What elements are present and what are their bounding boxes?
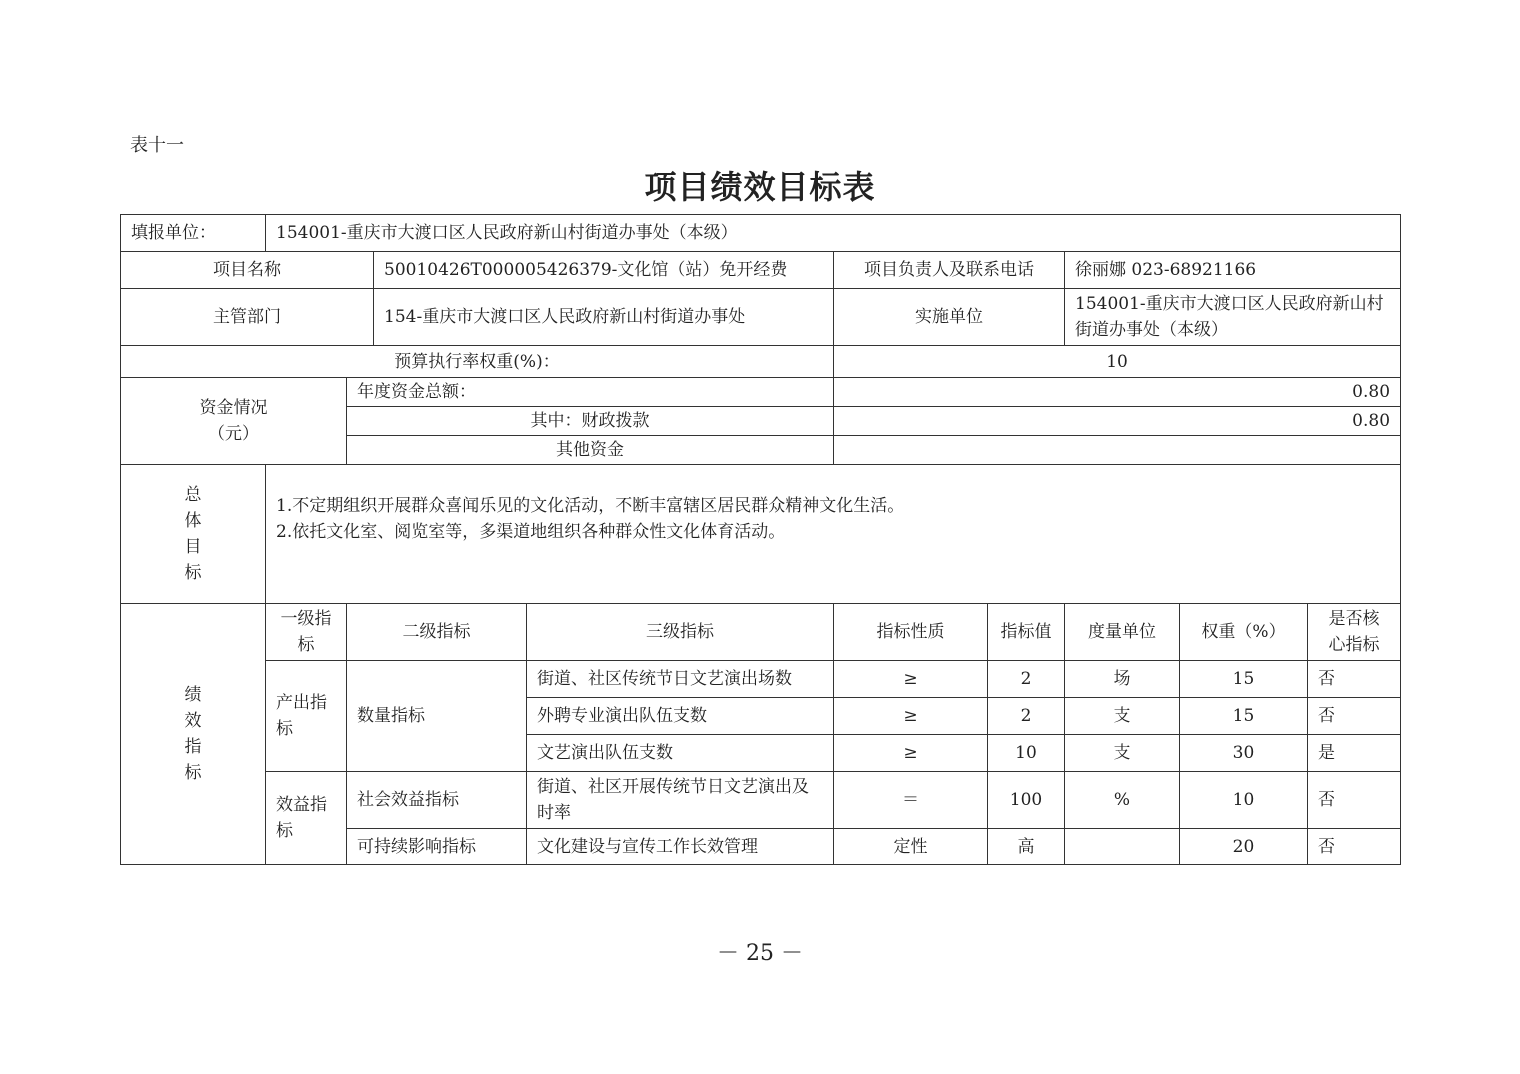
project-name-label: 项目名称	[121, 252, 374, 289]
goal-line: 1.不定期组织开展群众喜闻乐见的文化活动，不断丰富辖区居民群众精神文化生活。	[276, 496, 905, 516]
level2-sustain: 可持续影响指标	[347, 829, 527, 865]
overall-goal-row	[121, 465, 1401, 604]
core-cell: 否	[1308, 772, 1401, 829]
level3-cell: 街道、社区传统节日文艺演出场数	[527, 661, 834, 698]
project-row	[121, 252, 1401, 289]
unit-label: 填报单位：	[121, 215, 266, 252]
level2-quantity: 数量指标	[347, 661, 527, 772]
header-level3: 三级指标	[527, 604, 834, 661]
unit-cell: 支	[1065, 735, 1180, 772]
unit-cell: 场	[1065, 661, 1180, 698]
page-number: － 25 －	[717, 941, 803, 966]
contact-value: 徐丽娜 023-68921166	[1065, 252, 1401, 289]
value-cell: 高	[988, 829, 1065, 865]
indicators-label	[121, 604, 266, 865]
header-weight: 权重（%）	[1180, 604, 1308, 661]
weight-cell: 10	[1180, 772, 1308, 829]
unit-cell	[1065, 829, 1180, 865]
level3-cell: 文化建设与宣传工作长效管理	[527, 829, 834, 865]
nature-cell: 定性	[834, 829, 988, 865]
goal-label-char: 标	[184, 563, 202, 583]
contact-label: 项目负责人及联系电话	[834, 252, 1065, 289]
funds-total-value: 0.80	[834, 378, 1401, 407]
goal-label-char: 体	[184, 511, 202, 531]
budget-weight-label: 预算执行率权重(%)：	[121, 346, 834, 378]
budget-weight-value: 10	[834, 346, 1401, 378]
goal-label-char: 目	[184, 537, 202, 557]
funds-other-label: 其他资金	[347, 436, 834, 465]
funds-fiscal-value: 0.80	[834, 407, 1401, 436]
value-cell: 100	[988, 772, 1065, 829]
nature-cell: ≥	[834, 661, 988, 698]
value-cell: 2	[988, 698, 1065, 735]
header-nature: 指标性质	[834, 604, 988, 661]
header-unit: 度量单位	[1065, 604, 1180, 661]
department-row	[121, 289, 1401, 346]
core-cell: 否	[1308, 829, 1401, 865]
goal-label-char: 总	[184, 485, 202, 505]
header-value: 指标值	[988, 604, 1065, 661]
budget-weight-row	[121, 346, 1401, 378]
funds-label-line2: （元）	[208, 424, 259, 444]
impl-label: 实施单位	[834, 289, 1065, 346]
weight-cell: 20	[1180, 829, 1308, 865]
nature-cell: ＝	[834, 772, 988, 829]
funds-label-line1: 资金情况	[199, 398, 268, 418]
indicator-header-row	[121, 604, 1401, 661]
document-title: 项目绩效目标表	[644, 168, 876, 206]
unit-cell: 支	[1065, 698, 1180, 735]
level1-benefit: 效益指标	[266, 772, 347, 865]
unit-row	[121, 215, 1401, 252]
funds-fiscal-label: 其中：财政拨款	[347, 407, 834, 436]
level3-cell: 街道、社区开展传统节日文艺演出及时率	[527, 772, 834, 829]
weight-cell: 30	[1180, 735, 1308, 772]
nature-cell: ≥	[834, 698, 988, 735]
core-cell: 否	[1308, 661, 1401, 698]
dept-value: 154-重庆市大渡口区人民政府新山村街道办事处	[374, 289, 834, 346]
weight-cell: 15	[1180, 698, 1308, 735]
unit-cell: %	[1065, 772, 1180, 829]
level1-output: 产出指标	[266, 661, 347, 772]
value-cell: 10	[988, 735, 1065, 772]
overall-goal-text	[266, 465, 1401, 604]
header-level2: 二级指标	[347, 604, 527, 661]
header-core	[1308, 604, 1401, 661]
level3-cell: 文艺演出队伍支数	[527, 735, 834, 772]
goal-line: 2.依托文化室、阅览室等，多渠道地组织各种群众性文化体育活动。	[276, 522, 786, 542]
indicators-label-char: 效	[184, 711, 202, 731]
level2-social: 社会效益指标	[347, 772, 527, 829]
core-cell: 否	[1308, 698, 1401, 735]
funds-total-label: 年度资金总额：	[347, 378, 834, 407]
header-core-line2: 心指标	[1328, 635, 1380, 655]
overall-goal-label	[121, 465, 266, 604]
project-name-value: 50010426T000005426379-文化馆（站）免开经费	[374, 252, 834, 289]
funds-total-row	[121, 378, 1401, 407]
indicators-label-char: 指	[184, 737, 202, 757]
table-row	[121, 772, 1401, 829]
weight-cell: 15	[1180, 661, 1308, 698]
dept-label: 主管部门	[121, 289, 374, 346]
header-core-line1: 是否核	[1328, 609, 1380, 629]
table-number: 表十一	[130, 135, 184, 156]
table-row	[121, 661, 1401, 698]
funds-label	[121, 378, 347, 465]
header-level1: 一级指标	[266, 604, 347, 661]
performance-target-table	[120, 214, 1401, 865]
nature-cell: ≥	[834, 735, 988, 772]
level3-cell: 外聘专业演出队伍支数	[527, 698, 834, 735]
value-cell: 2	[988, 661, 1065, 698]
indicators-label-char: 绩	[184, 685, 202, 705]
core-cell: 是	[1308, 735, 1401, 772]
indicators-label-char: 标	[184, 763, 202, 783]
funds-other-value	[834, 436, 1401, 465]
impl-value: 154001-重庆市大渡口区人民政府新山村街道办事处（本级）	[1065, 289, 1401, 346]
unit-value: 154001-重庆市大渡口区人民政府新山村街道办事处（本级）	[266, 215, 1401, 252]
